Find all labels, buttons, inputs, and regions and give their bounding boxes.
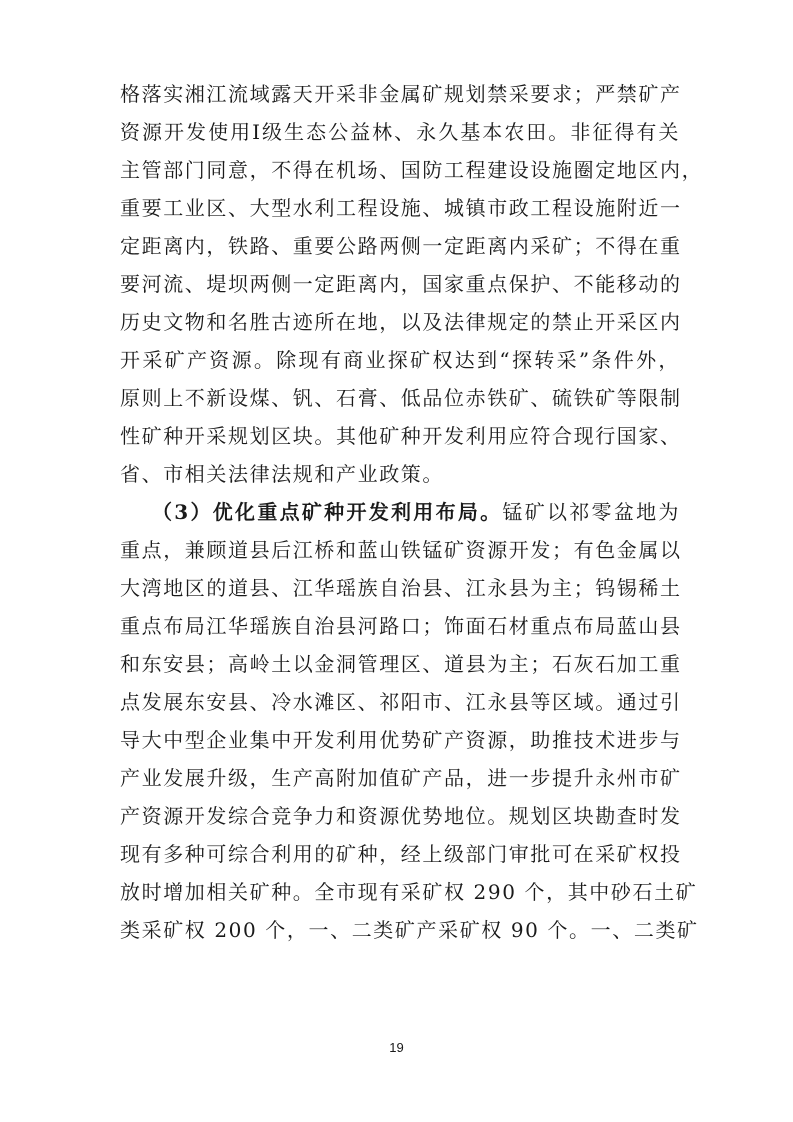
text-line: 和东安县；高岭土以金洞管理区、道县为主；石灰石加工重	[120, 652, 682, 676]
text-line: 资源开发使用Ⅰ级生态公益林、永久基本农田。非征得有关	[120, 120, 680, 144]
text-line: 历史文物和名胜古迹所在地，以及法律规定的禁止开采区内	[120, 310, 682, 334]
section-heading: （3）优化重点矿种开发利用布局。	[152, 500, 503, 524]
text-line: 原则上不新设煤、钒、石膏、低品位赤铁矿、硫铁矿等限制	[120, 386, 682, 410]
text-line	[152, 498, 680, 526]
text-line: 现有多种可综合利用的矿种，经上级部门审批可在采矿权投	[120, 842, 682, 866]
text-line: 重点布局江华瑶族自治县河路口；饰面石材重点布局蓝山县	[120, 614, 682, 638]
text-span: 锰矿以祁零盆地为	[502, 500, 680, 524]
text-line: 要河流、堤坝两侧一定距离内，国家重点保护、不能移动的	[120, 272, 682, 296]
text-line: 性矿种开采规划区块。其他矿种开发利用应符合现行国家、	[120, 424, 682, 448]
text-line: 产资源开发综合竞争力和资源优势地位。规划区块勘查时发	[120, 804, 682, 828]
text-line: 重要工业区、大型水利工程设施、城镇市政工程设施附近一	[120, 196, 682, 220]
text-line: 放时增加相关矿种。全市现有采矿权 290 个，其中砂石土矿	[120, 880, 698, 904]
text-line: 导大中型企业集中开发利用优势矿产资源，助推技术进步与	[120, 728, 682, 752]
page-number: 19	[389, 1040, 404, 1055]
text-line: 产业发展升级，生产高附加值矿产品，进一步提升永州市矿	[120, 766, 682, 790]
text-line: 类采矿权 200 个，一、二类矿产采矿权 90 个。一、二类矿	[120, 918, 699, 942]
text-line: 主管部门同意，不得在机场、国防工程建设设施圈定地区内，	[120, 158, 704, 182]
text-line: 点发展东安县、冷水滩区、祁阳市、江永县等区域。通过引	[120, 690, 682, 714]
text-line: 重点，兼顾道县后江桥和蓝山铁锰矿资源开发；有色金属以	[120, 538, 682, 562]
text-line: 格落实湘江流域露天开采非金属矿规划禁采要求；严禁矿产	[120, 82, 682, 106]
text-line: 省、市相关法律法规和产业政策。	[120, 462, 444, 486]
text-line: 大湾地区的道县、江华瑶族自治县、江永县为主；钨锡稀土	[120, 576, 682, 600]
text-line: 定距离内，铁路、重要公路两侧一定距离内采矿；不得在重	[120, 234, 682, 258]
text-line: 开采矿产资源。除现有商业探矿权达到“探转采”条件外，	[120, 348, 680, 372]
